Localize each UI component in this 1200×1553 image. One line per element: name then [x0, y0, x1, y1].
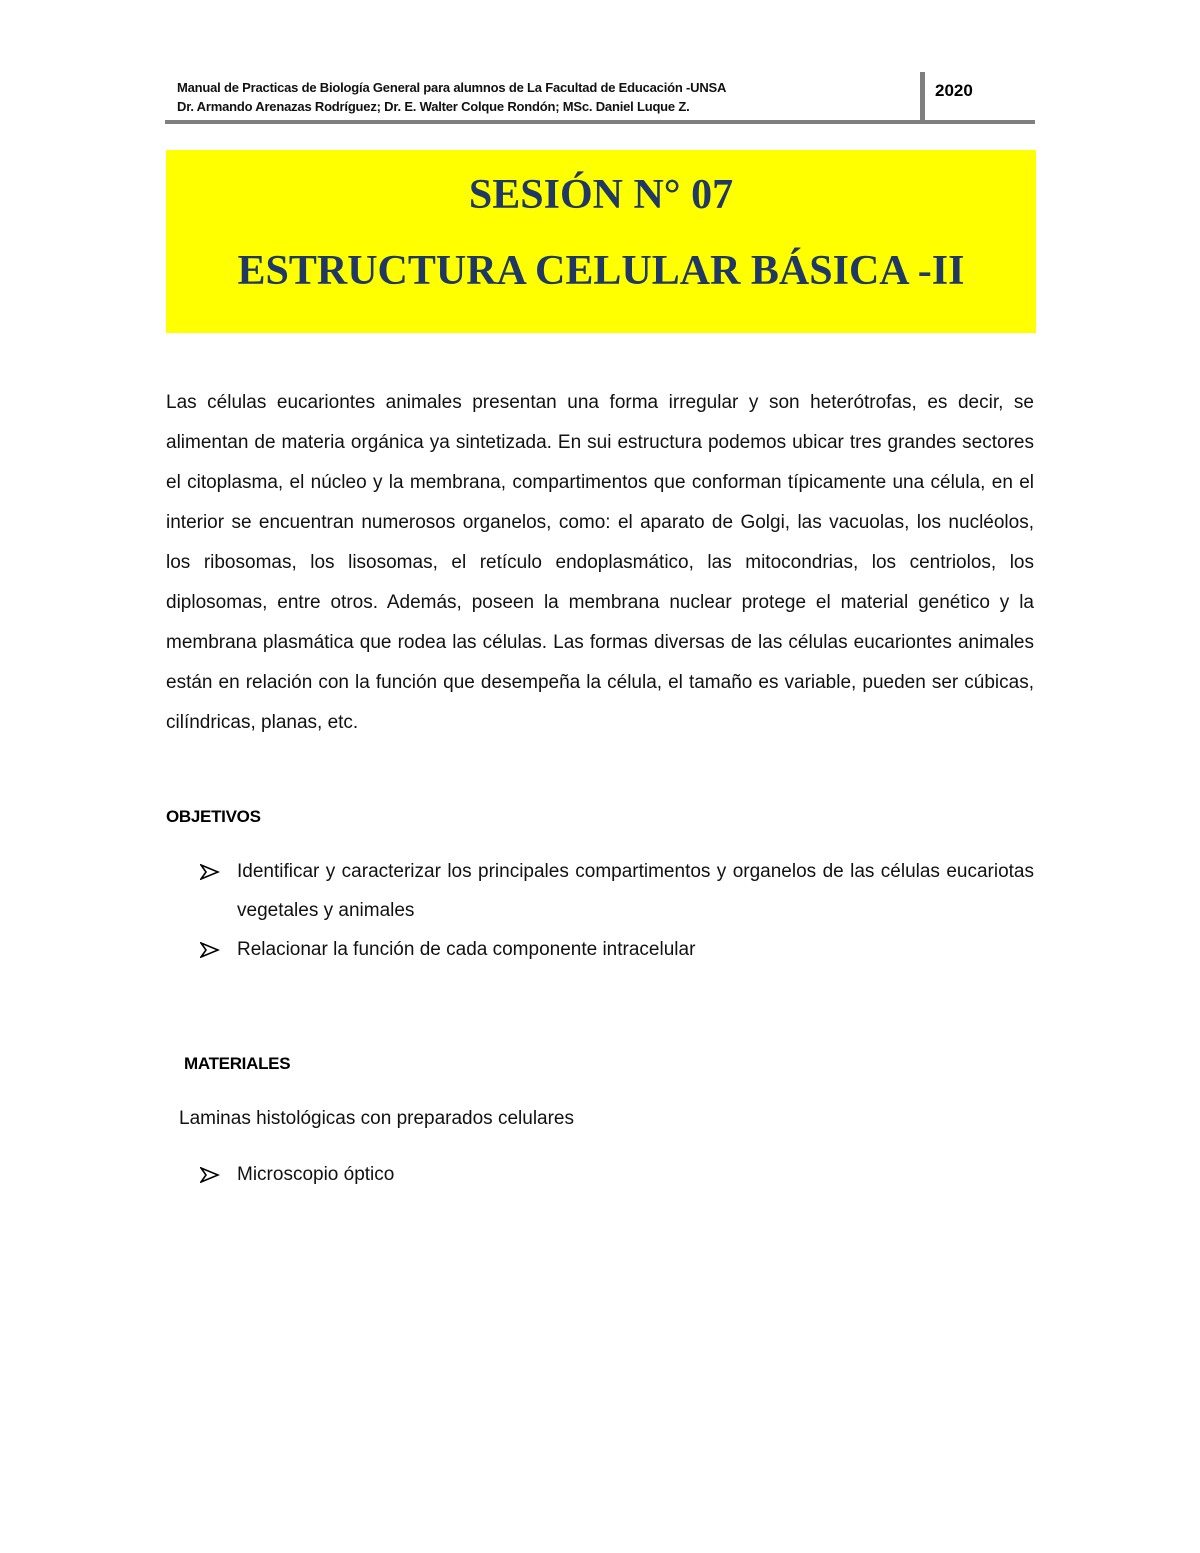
arrow-bullet-icon	[200, 942, 220, 958]
arrow-bullet-icon	[200, 1167, 220, 1183]
materials-heading: MATERIALES	[184, 1054, 291, 1073]
session-title: ESTRUCTURA CELULAR BÁSICA -II	[237, 248, 965, 294]
objective-text: Relacionar la función de cada componente intracelular	[237, 939, 696, 960]
header-divider	[920, 72, 925, 124]
materials-list	[200, 1155, 1034, 1194]
header-line-1: Manual de Practicas de Biología General para alumnos de La Facultad de Educación -UNSA	[177, 80, 727, 95]
header-text	[177, 78, 917, 116]
objectives-heading: OBJETIVOS	[166, 807, 261, 826]
session-title-box	[166, 150, 1036, 333]
intro-paragraph: Las células eucariontes animales presentan una forma irregular y son heterótrofas, es decir, se alimentan de materia orgánica ya sintetizada. En sui estructura podemos ubicar tres grandes sectores el citoplasma, el núcleo y la membrana, compartimentos que conforman típicamente una célula, en el interior se encuentran numerosos organelos, como: el aparato de Golgi, las vacuolas, los nucléolos, los ribosomas, los lisosomas, el retículo endoplasmático, las mitocondrias, los centriolos, los diplosomas, entre otros. Además, poseen la membrana nuclear protege el material genético y la membrana plasmática que rodea las células. Las formas diversas de las células eucariontes animales están en relación con la función que desempeña la célula, el tamaño es variable, pueden ser cúbicas, cilíndricas, planas, etc.	[166, 392, 1034, 733]
objective-item	[200, 852, 1034, 930]
material-item	[200, 1155, 1034, 1194]
objective-item	[200, 930, 1034, 969]
materials-text: Laminas histológicas con preparados celulares	[179, 1108, 575, 1129]
objectives-list	[200, 852, 1034, 969]
session-number: SESIÓN N° 07	[468, 172, 734, 218]
header-rule	[165, 120, 1035, 124]
arrow-bullet-icon	[200, 864, 220, 880]
material-text: Microscopio óptico	[237, 1164, 395, 1185]
objective-text: Identificar y caracterizar los principales compartimentos y organelos de las células eucariotas vegetales y animales	[237, 861, 1034, 921]
header-line-2: Dr. Armando Arenazas Rodríguez; Dr. E. Walter Colque Rondón; MSc. Daniel Luque Z.	[177, 99, 690, 114]
header-year: 2020	[935, 81, 973, 100]
page-header	[165, 72, 1035, 124]
